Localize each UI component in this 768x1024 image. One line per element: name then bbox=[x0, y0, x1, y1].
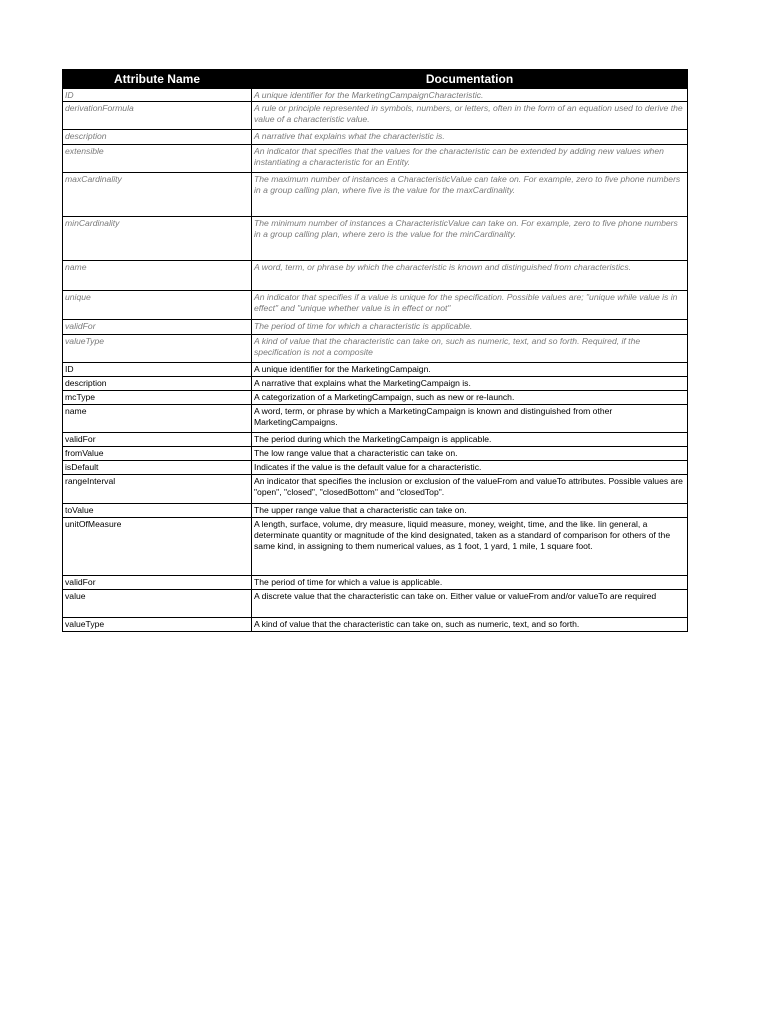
documentation-cell: A narrative that explains what the MarketingCampaign is. bbox=[252, 377, 688, 391]
documentation-cell: A kind of value that the characteristic can take on, such as numeric, text, and so forth. Required, if the specification is not a composite bbox=[252, 335, 688, 363]
documentation-cell: A categorization of a MarketingCampaign, such as new or re-launch. bbox=[252, 391, 688, 405]
header-documentation: Documentation bbox=[252, 70, 688, 89]
table-row bbox=[63, 447, 688, 461]
attribute-name-cell: validFor bbox=[63, 576, 252, 590]
attribute-name-cell: validFor bbox=[63, 433, 252, 447]
attribute-name-cell: unitOfMeasure bbox=[63, 518, 252, 576]
document-page bbox=[62, 69, 687, 632]
documentation-cell: An indicator that specifies that the values for the characteristic can be extended by adding new values when instantiating a characteristic for an Entity. bbox=[252, 145, 688, 173]
attribute-name-cell: name bbox=[63, 405, 252, 433]
attribute-name-cell: derivationFormula bbox=[63, 102, 252, 130]
table-row bbox=[63, 102, 688, 130]
attribute-name-cell: rangeInterval bbox=[63, 475, 252, 504]
attribute-name-cell: isDefault bbox=[63, 461, 252, 475]
attribute-name-cell: description bbox=[63, 377, 252, 391]
documentation-cell: A word, term, or phrase by which the characteristic is known and distinguished from characteristics. bbox=[252, 261, 688, 291]
documentation-cell: A discrete value that the characteristic can take on. Either value or valueFrom and/or valueTo are required bbox=[252, 590, 688, 618]
table-row bbox=[63, 391, 688, 405]
table-row bbox=[63, 461, 688, 475]
documentation-cell: The upper range value that a characteristic can take on. bbox=[252, 504, 688, 518]
attribute-name-cell: name bbox=[63, 261, 252, 291]
table-row bbox=[63, 335, 688, 363]
attribute-name-cell: ID bbox=[63, 363, 252, 377]
documentation-cell: A narrative that explains what the characteristic is. bbox=[252, 130, 688, 145]
documentation-cell: A rule or principle represented in symbols, numbers, or letters, often in the form of an equation used to derive the value of a characteristic value. bbox=[252, 102, 688, 130]
table-row bbox=[63, 89, 688, 102]
documentation-cell: An indicator that specifies the inclusion or exclusion of the valueFrom and valueTo attributes. Possible values are "open", "closed", "closedBottom" and "closedTop". bbox=[252, 475, 688, 504]
documentation-cell: The period of time for which a characteristic is applicable. bbox=[252, 320, 688, 335]
attribute-name-cell: valueType bbox=[63, 618, 252, 632]
table-row bbox=[63, 590, 688, 618]
attribute-name-cell: minCardinality bbox=[63, 217, 252, 261]
attribute-name-cell: unique bbox=[63, 291, 252, 320]
table-row bbox=[63, 405, 688, 433]
attribute-name-cell: validFor bbox=[63, 320, 252, 335]
attribute-name-cell: extensible bbox=[63, 145, 252, 173]
header-row bbox=[63, 70, 688, 89]
documentation-cell: The minimum number of instances a CharacteristicValue can take on. For example, zero to five phone numbers in a group calling plan, where zero is the value for the minCardinality. bbox=[252, 217, 688, 261]
table-row bbox=[63, 320, 688, 335]
documentation-cell: The maximum number of instances a CharacteristicValue can take on. For example, zero to five phone numbers in a group calling plan, where five is the value for the maxCardinality. bbox=[252, 173, 688, 217]
attribute-name-cell: value bbox=[63, 590, 252, 618]
documentation-cell: A kind of value that the characteristic can take on, such as numeric, text, and so forth. bbox=[252, 618, 688, 632]
table-body bbox=[63, 89, 688, 632]
table-row bbox=[63, 518, 688, 576]
documentation-cell: A unique identifier for the MarketingCampaign. bbox=[252, 363, 688, 377]
attribute-name-cell: mcType bbox=[63, 391, 252, 405]
table-row bbox=[63, 291, 688, 320]
documentation-cell: The period of time for which a value is applicable. bbox=[252, 576, 688, 590]
table-row bbox=[63, 618, 688, 632]
table-row bbox=[63, 173, 688, 217]
table-row bbox=[63, 261, 688, 291]
documentation-cell: Indicates if the value is the default value for a characteristic. bbox=[252, 461, 688, 475]
attribute-name-cell: toValue bbox=[63, 504, 252, 518]
attribute-name-cell: valueType bbox=[63, 335, 252, 363]
attribute-name-cell: fromValue bbox=[63, 447, 252, 461]
attribute-name-cell: description bbox=[63, 130, 252, 145]
attribute-name-cell: maxCardinality bbox=[63, 173, 252, 217]
attribute-name-cell: ID bbox=[63, 89, 252, 102]
table-row bbox=[63, 504, 688, 518]
table-row bbox=[63, 145, 688, 173]
table-row bbox=[63, 130, 688, 145]
documentation-cell: A unique identifier for the MarketingCampaignCharacteristic. bbox=[252, 89, 688, 102]
attribute-table bbox=[62, 69, 688, 632]
table-row bbox=[63, 433, 688, 447]
table-row bbox=[63, 377, 688, 391]
header-attribute-name: Attribute Name bbox=[63, 70, 252, 89]
table-row bbox=[63, 217, 688, 261]
documentation-cell: An indicator that specifies if a value is unique for the specification. Possible values are; "unique while value is in effect" and "unique whether value is in effect or not" bbox=[252, 291, 688, 320]
documentation-cell: A length, surface, volume, dry measure, liquid measure, money, weight, time, and the like. Iin general, a determinate quantity or magnitude of the kind designated, taken as a standard of comparison for others of the same kind, in assigning to them numerical values, as 1 foot, 1 yard, 1 mile, 1 square foot. bbox=[252, 518, 688, 576]
documentation-cell: The period during which the MarketingCampaign is applicable. bbox=[252, 433, 688, 447]
documentation-cell: A word, term, or phrase by which a MarketingCampaign is known and distinguished from other MarketingCampaigns. bbox=[252, 405, 688, 433]
table-row bbox=[63, 363, 688, 377]
table-row bbox=[63, 475, 688, 504]
table-row bbox=[63, 576, 688, 590]
documentation-cell: The low range value that a characteristic can take on. bbox=[252, 447, 688, 461]
